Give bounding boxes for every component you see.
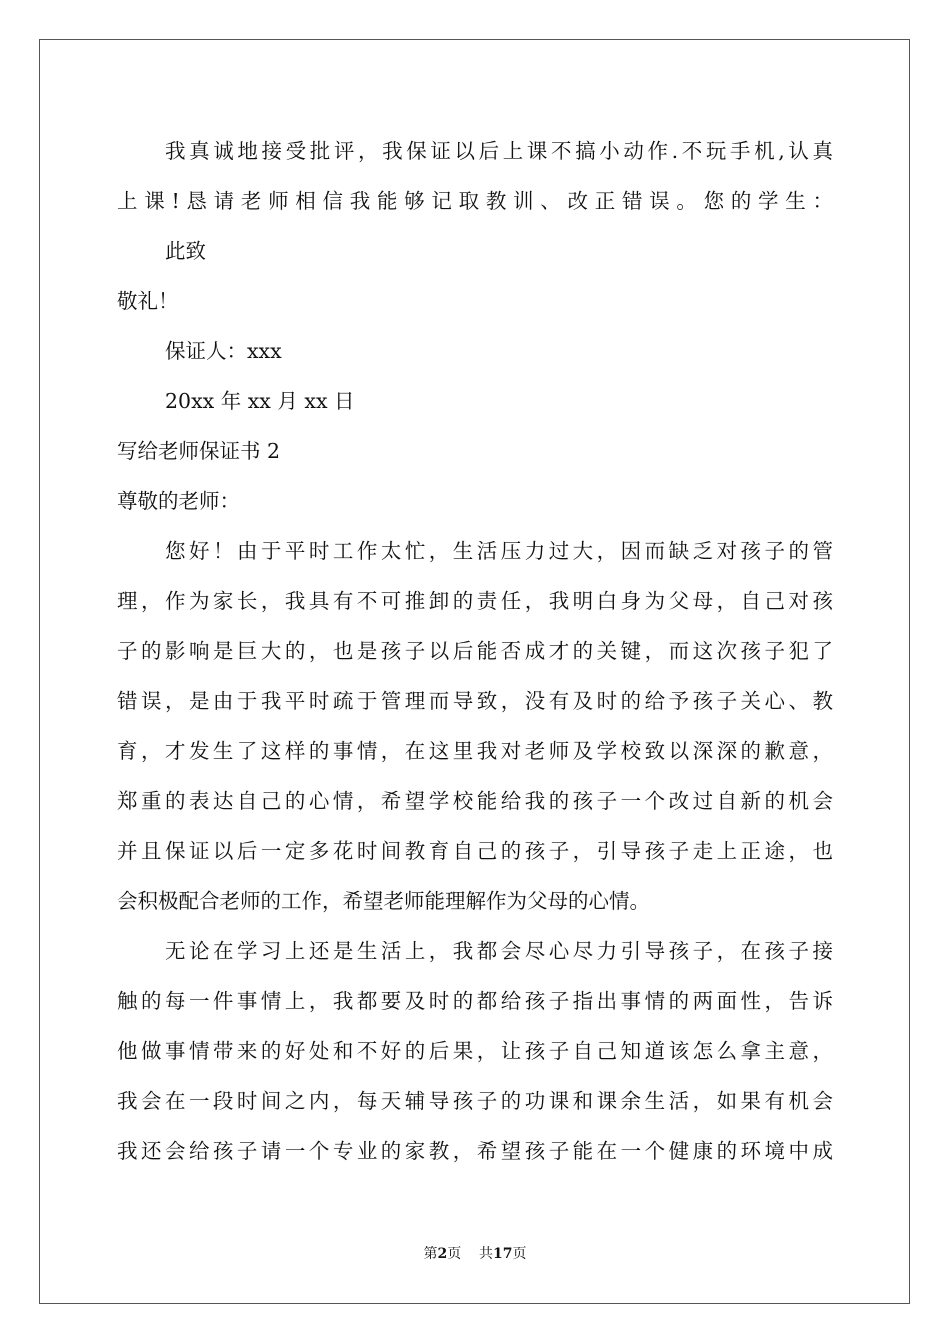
page-footer — [0, 1244, 950, 1264]
footer-total-suffix: 页 — [512, 1246, 527, 1262]
guarantor-line: 保证人：xxx — [165, 339, 282, 363]
body-line-12: 错误，是由于我平时疏于管理而导致，没有及时的给予孩子关心、教 — [117, 689, 833, 713]
body-line-16: 会积极配合老师的工作，希望老师能理解作为父母的心情。 — [117, 889, 650, 913]
document-body — [117, 126, 833, 1176]
date-line: 20xx 年 xx 月 xx 日 — [165, 389, 355, 413]
section-title: 写给老师保证书 2 — [117, 439, 281, 463]
body-line-13: 育，才发生了这样的事情，在这里我对老师及学校致以深深的歉意， — [117, 739, 833, 763]
body-line-21: 我还会给孩子请一个专业的家教，希望孩子能在一个健康的环境中成 — [117, 1139, 833, 1163]
footer-total-pages: 17 — [493, 1246, 513, 1262]
body-line-11: 子的影响是巨大的，也是孩子以后能否成才的关键，而这次孩子犯了 — [117, 639, 833, 663]
body-line-15: 并且保证以后一定多花时间教育自己的孩子，引导孩子走上正途，也 — [117, 839, 833, 863]
body-line-14: 郑重的表达自己的心情，希望学校能给我的孩子一个改过自新的机会 — [117, 789, 833, 813]
body-line-17: 无论在学习上还是生活上，我都会尽心尽力引导孩子，在孩子接 — [165, 939, 833, 963]
body-line-10: 理，作为家长，我具有不可推卸的责任，我明白身为父母，自己对孩 — [117, 589, 833, 613]
body-line-18: 触的每一件事情上，我都要及时的都给孩子指出事情的两面性，告诉 — [117, 989, 833, 1013]
closing-regards: 敬礼！ — [117, 289, 179, 313]
body-line-2: 上课!恳请老师相信我能够记取教训、改正错误。您的学生： — [117, 189, 833, 213]
closing-salutation: 此致 — [165, 239, 206, 263]
body-line-9: 您好！由于平时工作太忙，生活压力过大，因而缺乏对孩子的管 — [165, 539, 833, 563]
footer-total-prefix: 共 — [479, 1246, 494, 1262]
footer-page-prefix: 第 — [423, 1246, 438, 1262]
letter-greeting: 尊敬的老师： — [117, 489, 240, 513]
footer-page-suffix: 页 — [447, 1246, 462, 1262]
body-line-1: 我真诚地接受批评，我保证以后上课不搞小动作.不玩手机,认真 — [165, 139, 833, 163]
body-line-19: 他做事情带来的好处和不好的后果，让孩子自己知道该怎么拿主意， — [117, 1039, 833, 1063]
body-line-20: 我会在一段时间之内，每天辅导孩子的功课和课余生活，如果有机会 — [117, 1089, 833, 1113]
footer-page-number: 2 — [437, 1246, 448, 1262]
